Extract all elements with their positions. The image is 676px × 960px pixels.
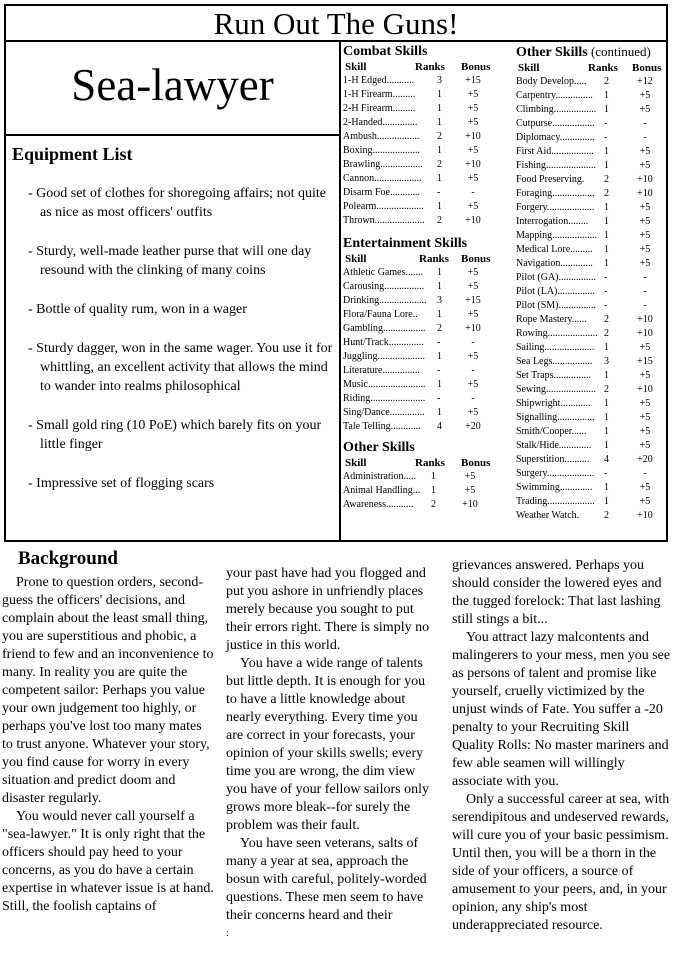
title-box — [4, 4, 668, 42]
skill-row: Navigation............. 1 +5 — [516, 258, 651, 269]
skill-row: Animal Handling... 1 +5 — [343, 485, 476, 496]
equipment-item: - Good set of clothes for shoregoing affairs; not quite as nice as most officers' outfits — [28, 186, 326, 220]
skill-row: Music....................... 1 +5 — [343, 379, 479, 390]
skill-row: 2-Handed.............. 1 +5 — [343, 117, 479, 128]
equipment-section — [6, 136, 341, 540]
entertainment-column-headers: Skill Ranks Bonus — [345, 253, 491, 265]
equipment-list — [28, 184, 338, 513]
skill-row: Drinking................... 3 +15 — [343, 295, 481, 306]
skill-row: Literature............... - - — [343, 365, 475, 376]
equipment-item: - Sturdy dagger, won in the same wager. You use it for whittling, an excellent activity that allows the mind to wander into realms philosophical — [28, 341, 333, 394]
skill-row: Interrogation........ 1 +5 — [516, 216, 651, 227]
skill-row: Juggling................... 1 +5 — [343, 351, 479, 362]
skill-row: First Aid................. 1 +5 — [516, 146, 651, 157]
other-column-headers: Skill Ranks Bonus — [345, 457, 491, 469]
skill-row: Fishing.................... 1 +5 — [516, 160, 651, 171]
equipment-item: - Small gold ring (10 PoE) which barely fits on your little finger — [28, 418, 322, 452]
other_cont-column-headers: Skill Ranks Bonus — [518, 62, 662, 74]
skill-row: Weather Watch. 2 +10 — [516, 510, 653, 521]
skill-row: Athletic Games....... 1 +5 — [343, 267, 479, 278]
career-name-box — [6, 42, 341, 136]
skill-row: Sea Legs................ 3 +15 — [516, 356, 653, 367]
skill-row: Smith/Cooper...... 1 +5 — [516, 426, 651, 437]
skills-column-right — [516, 42, 668, 523]
skill-row: Surgery................... - - — [516, 468, 647, 479]
skill-row: Rowing.................... 2 +10 — [516, 328, 653, 339]
skill-row: Trading................... 1 +5 — [516, 496, 651, 507]
background-column-3 — [452, 557, 672, 935]
skill-row: Tale Telling............ 4 +20 — [343, 421, 481, 432]
skill-row: Sewing.................... 2 +10 — [516, 384, 653, 395]
skill-row: Riding...................... - - — [343, 393, 475, 404]
equipment-item: - Impressive set of flogging scars — [28, 476, 215, 491]
background-column-2 — [226, 565, 438, 925]
skill-row: Stalk/Hide............. 1 +5 — [516, 440, 651, 451]
skill-row: Diplomacy.............. - - — [516, 132, 647, 143]
skill-row: Body Develop..... 2 +12 — [516, 76, 653, 87]
background-paragraph: You would never call yourself a "sea-lawyer." It is only right that the officers should pay heed to your concerns, as you do have a certain expertise in whatever issue is at hand. Still, the foolish captains of — [2, 809, 214, 914]
skill-row: Medical Lore......... 1 +5 — [516, 244, 651, 255]
entertainment-heading: Entertainment Skills — [343, 236, 468, 251]
skill-row: Rope Mastery...... 2 +10 — [516, 314, 653, 325]
other-heading: Other Skills — [343, 440, 415, 455]
background-paragraph: grievances answered. Perhaps you should consider the lowered eyes and the tugged forelock: That last lashing still stings a bit... — [452, 558, 662, 627]
background-paragraph: You have a wide range of talents but little depth. It is enough for you to have a little knowledge about nearly everything. Every time you are correct in your forecasts, your opinion of your skills swells; every time you are wrong, the dim view you have of your fellow sailors only grows more bleak--for surely the problem was their fault. — [226, 656, 429, 833]
equipment-item: - Sturdy, well-made leather purse that will one day resound with the clinking of many coins — [28, 244, 312, 278]
career-name: Sea-lawyer — [71, 60, 274, 110]
combat-heading: Combat Skills — [343, 44, 428, 59]
skill-row: Forgery................... 1 +5 — [516, 202, 651, 213]
background-column-1 — [2, 574, 216, 916]
skill-row: Superstition.......... 4 +20 — [516, 454, 653, 465]
combat-column-headers: Skill Ranks Bonus — [345, 61, 491, 73]
skill-row: Brawling................. 2 +10 — [343, 159, 481, 170]
skill-row: Carousing................ 1 +5 — [343, 281, 479, 292]
skill-row: Polearm................... 1 +5 — [343, 201, 479, 212]
footer-mark: : — [226, 928, 229, 939]
skill-row: Awareness........... 2 +10 — [343, 499, 478, 510]
skill-row: Shipwright............ 1 +5 — [516, 398, 651, 409]
equipment-heading: Equipment List — [12, 144, 133, 164]
skill-row: Boxing................... 1 +5 — [343, 145, 479, 156]
skill-row: Disarm Foe............ - - — [343, 187, 475, 198]
skill-row: 1-H Firearm......... 1 +5 — [343, 89, 479, 100]
skill-row: Flora/Fauna Lore.. 1 +5 — [343, 309, 479, 320]
page-title: Run Out The Guns! — [213, 6, 459, 41]
background-paragraph: Only a successful career at sea, with serendipitous and undeserved rewards, will cure you of your basic pessimism. Until then, you will be a thorn in the side of your officers, a source of amusement to your peers, and, in your opinion, any ship's most underappreciated resource. — [452, 792, 670, 933]
skill-row: Foraging................. 2 +10 — [516, 188, 653, 199]
skill-row: Cutpurse................. - - — [516, 118, 647, 129]
skill-row: Ambush................. 2 +10 — [343, 131, 481, 142]
skill-row: Thrown.................... 2 +10 — [343, 215, 481, 226]
skills-column-left — [343, 42, 503, 512]
skill-row: Administration..... 1 +5 — [343, 471, 476, 482]
skill-row: Gambling................. 2 +10 — [343, 323, 481, 334]
skill-row: Hunt/Track.............. - - — [343, 337, 475, 348]
skill-row: 2-H Firearm......... 1 +5 — [343, 103, 479, 114]
character-sheet-box — [4, 42, 668, 542]
background-paragraph: Prone to question orders, second-guess the officers' decisions, and complain about the least small thing, you are superstitious and phobic, a friend to few and an inconvenience to many. In reality you are quite the competent sailor: Perhaps you value your own judgement too highly, or perhaps you've lost too many mates to trust anyone. Whatever your story, you find cause for worry in every situation and predict doom and disaster regularly. — [2, 575, 214, 806]
skill-row: Pilot (GA)............... - - — [516, 272, 647, 283]
background-paragraph: You attract lazy malcontents and malingerers to your mess, men you see as persons of talent and promise like yourself, cruelly victimized by the unjust winds of Fate. You suffer a -20 penalty to your Recruiting Skill Quality Rolls: No master mariners and few able seamen will willingly associate with you. — [452, 630, 671, 789]
equipment-item: - Bottle of quality rum, won in a wager — [28, 302, 247, 317]
skill-row: Carpentry............... 1 +5 — [516, 90, 651, 101]
background-paragraph: You have seen veterans, salts of many a year at sea, approach the bosun with careful, politely-worded questions. These men seem to have their concerns heard and their — [226, 836, 427, 923]
background-paragraph: your past have had you flogged and put you ashore in unfriendly places merely because you sought to put their errors right. There is simply no justice in this world. — [226, 566, 430, 653]
skill-row: Pilot (SM)............... - - — [516, 300, 647, 311]
skill-row: Set Traps............... 1 +5 — [516, 370, 651, 381]
skill-row: Signalling............... 1 +5 — [516, 412, 651, 423]
background-heading: Background — [18, 548, 118, 569]
skill-row: Pilot (LA)............... - - — [516, 286, 647, 297]
skill-row: Sing/Dance.............. 1 +5 — [343, 407, 479, 418]
skill-row: Food Preserving. 2 +10 — [516, 174, 653, 185]
skill-row: 1-H Edged........... 3 +15 — [343, 75, 481, 86]
skill-row: Climbing................. 1 +5 — [516, 104, 651, 115]
skill-row: Sailing.................... 1 +5 — [516, 342, 651, 353]
skill-row: Cannon................... 1 +5 — [343, 173, 479, 184]
skill-row: Swimming............. 1 +5 — [516, 482, 651, 493]
skill-row: Mapping.................. 1 +5 — [516, 230, 651, 241]
other_cont-heading: Other Skills (continued) — [516, 44, 651, 60]
